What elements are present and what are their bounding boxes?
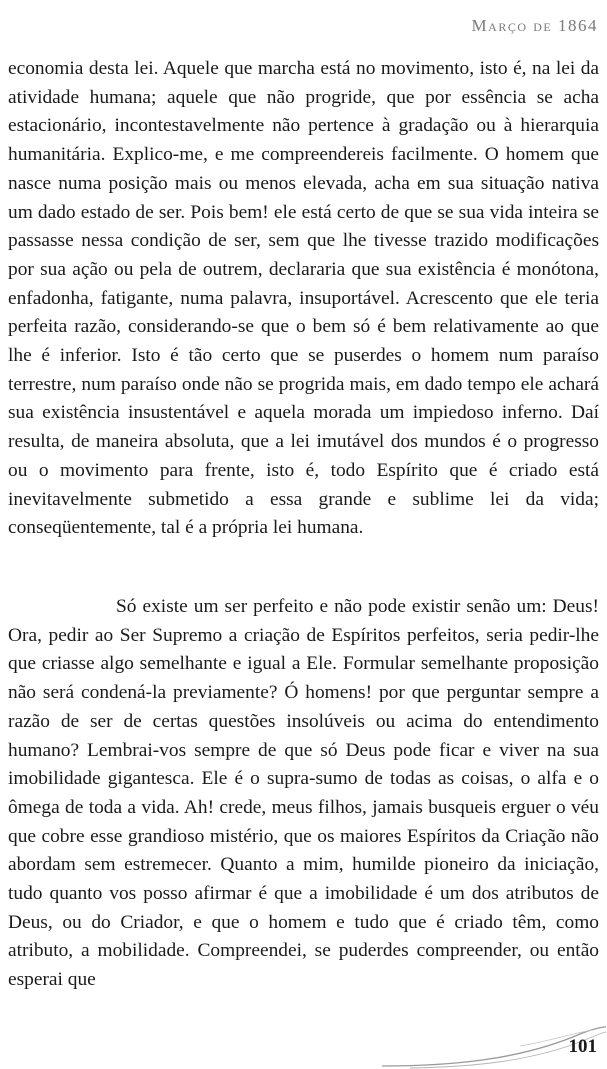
body-paragraph-2: Só existe um ser perfeito e não pode existir senão um: Deus! Ora, pedir ao Ser Supremo a criação de Espíritos perfeitos, seria pedir-lhe que criasse algo semelhante e igual a Ele. Formular semelhante proposição não será condená-la previamente? Ó homens! por que perguntar sempre a razão de ser de certas questões insolúveis ou acima do entendimento humano? Lembrai-vos sempre de que só Deus pode ficar e viver na sua imobilidade gigantesca. Ele é o supra-sumo de todas as coisas, o alfa e o ômega de toda a vida. Ah! crede, meus filhos, jamais busqueis erguer o véu que cobre esse grandioso mistério, que os maiores Espíritos da Criação não abordam sem estremecer. Quanto a mim, humilde pioneiro da iniciação, tudo quanto vos posso afirmar é que a imobilidade é um dos atributos de Deus, ou do Criador, e que o homem e tudo que é criado têm, como atributo, a mobilidade. Compreendei, se puderdes compreender, ou então esperai que: [8, 596, 599, 991]
body-paragraph-1: economia desta lei. Aquele que marcha está no movimento, isto é, na lei da atividade humana; aquele que não progride, que por essência se acha estacionário, incontestavelmente não pertence à gradação ou à hierarquia humanitária. Explico-me, e me compreendereis facilmente. O homem que nasce numa posição mais ou menos elevada, acha em sua situação nativa um dado estado de ser. Pois bem! ele está certo de que se sua vida inteira se passasse nessa condição de ser, sem que lhe tivesse trazido modificações por sua ação ou pela de outrem, declararia que sua existência é monótona, enfadonha, fatigante, numa palavra, insuportável. Acrescento que ele teria perfeita razão, considerando-se que o bem só é bem relativamente ao que lhe é inferior. Isto é tão certo que se puserdes o homem num paraíso terrestre, num paraíso onde não se progrida mais, em dado tempo ele achará sua existência insustentável e aquela morada um impiedoso inferno. Daí resulta, de maneira absoluta, que a lei imutável dos mundos é o progresso ou o movimento para frente, isto é, todo Espírito que é criado está inevitavelmente submetido a essa grande e sublime lei da vida; conseqüentemente, tal é a própria lei humana.: [8, 58, 599, 539]
page-number: 101: [568, 1036, 597, 1057]
running-header: Março de 1864: [471, 16, 598, 35]
